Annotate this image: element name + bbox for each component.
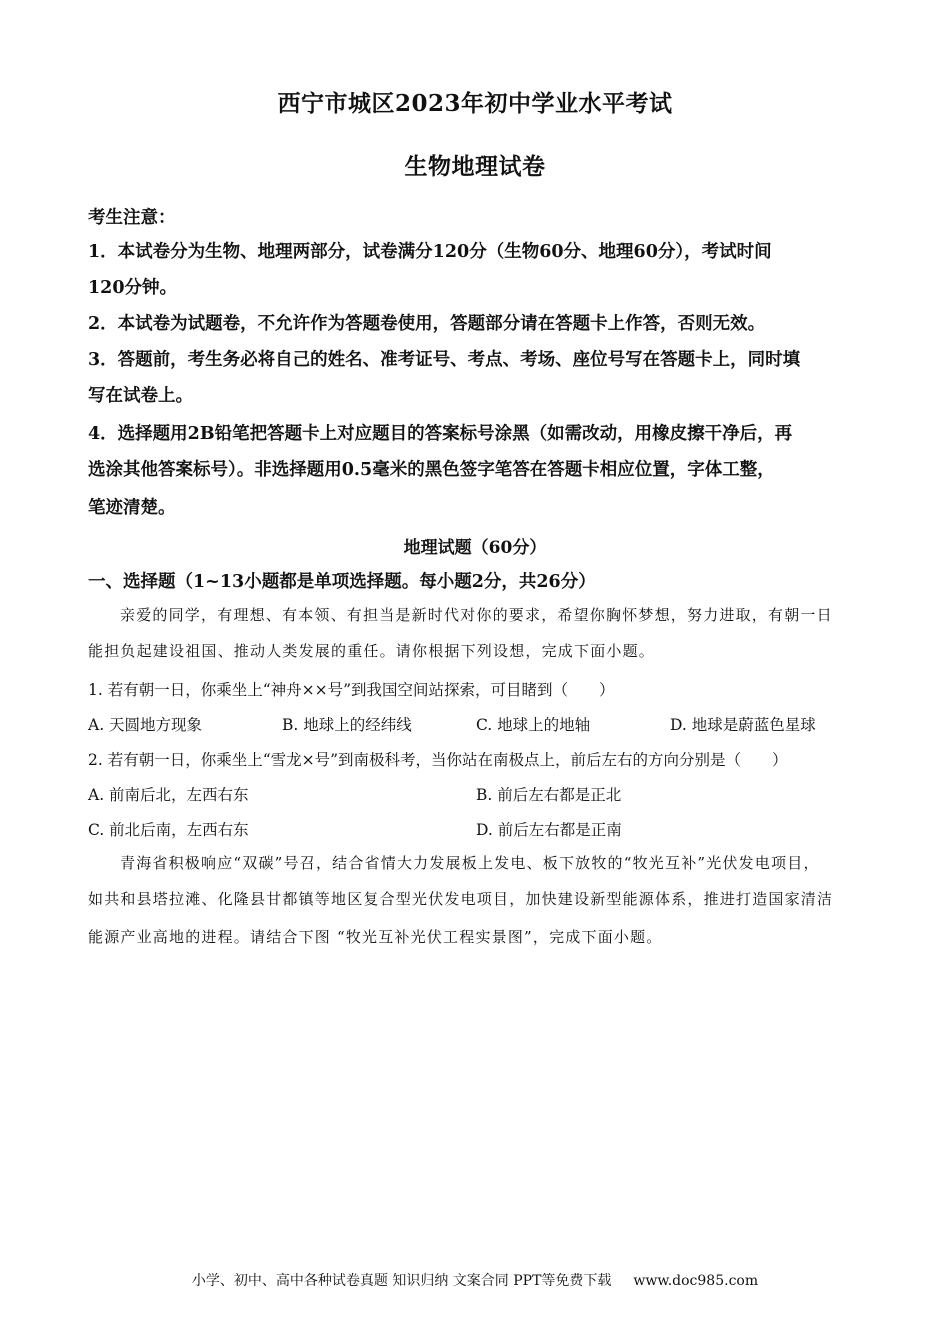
page-footer [0, 1270, 950, 1290]
exam-subtitle: 生物地理试卷 [404, 153, 546, 180]
q1-option-c: C. 地球上的地轴 [476, 716, 591, 734]
intro-paragraph-line: 能担负起建设祖国、推动人类发展的重任。请你根据下列设想，完成下面小题。 [88, 642, 656, 660]
q2-option-d: D. 前后左右都是正南 [476, 821, 622, 839]
notice-line: 120分钟。 [88, 278, 178, 298]
q2-option-a: A. 前南后北，左西右东 [88, 786, 249, 804]
q2-option-b: B. 前后左右都是正北 [476, 786, 622, 804]
question-2-stem: 2. 若有朝一日，你乘坐上“雪龙×号”到南极科考，当你站在南极点上，前后左右的方向分别是（ ） [88, 751, 788, 769]
intro-paragraph-line: 亲爱的同学，有理想、有本领、有担当是新时代对你的要求，希望你胸怀梦想，努力进取，有朝一日 [120, 606, 833, 624]
footer-url[interactable]: www.doc985.com [633, 1273, 759, 1289]
intro-paragraph-line: 如共和县塔拉滩、化隆县甘都镇等地区复合型光伏发电项目，加快建设新型能源体系，推进打造国家清洁 [88, 890, 834, 908]
q1-option-a: A. 天圆地方现象 [88, 716, 203, 734]
footer-text: 小学、初中、高中各种试卷真题 知识归纳 文案合同 PPT等免费下载 [191, 1273, 612, 1289]
notice-line: 2．本试卷为试题卷，不允许作为答题卷使用，答题部分请在答题卡上作答，否则无效。 [88, 314, 766, 334]
notice-line: 写在试卷上。 [88, 386, 193, 406]
notice-line: 笔迹清楚。 [88, 498, 176, 518]
notice-line: 选涂其他答案标号）。非选择题用0.5毫米的黑色签字笔答在答题卡相应位置，字体工整， [88, 460, 775, 480]
notice-line: 1．本试卷分为生物、地理两部分，试卷满分120分（生物60分、地理60分），考试时间 [88, 242, 772, 262]
q1-option-d: D. 地球是蔚蓝色星球 [670, 716, 816, 734]
section-title: 地理试题（60分） [403, 538, 547, 558]
notice-line: 3．答题前，考生务必将自己的姓名、准考证号、考点、考场、座位号写在答题卡上，同时填 [88, 350, 801, 370]
exam-title: 西宁市城区2023年初中学业水平考试 [277, 90, 673, 117]
q2-option-c: C. 前北后南，左西右东 [88, 821, 249, 839]
q1-option-b: B. 地球上的经纬线 [282, 716, 412, 734]
question-1-stem: 1. 若有朝一日，你乘坐上“神舟××号”到我国空间站探索，可目睹到（ ） [88, 681, 615, 699]
part-heading: 一、选择题（1~13小题都是单项选择题。每小题2分，共26分） [88, 572, 596, 592]
notice-line: 4．选择题用2B铅笔把答题卡上对应题目的答案标号涂黑（如需改动，用橡皮擦干净后，再 [88, 424, 793, 444]
intro-paragraph-line: 青海省积极响应“双碳”号召，结合省情大力发展板上发电、板下放牧的“牧光互补”光伏发电项目， [120, 854, 820, 872]
intro-paragraph-line: 能源产业高地的进程。请结合下图 “牧光互补光伏工程实景图”，完成下面小题。 [88, 928, 663, 946]
notice-heading: 考生注意： [88, 208, 176, 228]
